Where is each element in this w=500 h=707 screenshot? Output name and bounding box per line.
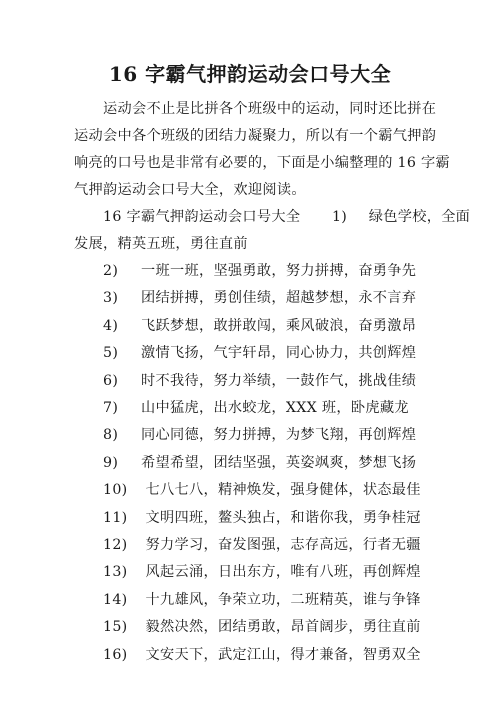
intro-line-1: 运动会不止是比拼各个班级中的运动，同时还比拼在 xyxy=(103,101,437,117)
slogan-item xyxy=(103,481,421,499)
item-text: 文安天下，武定江山，得才兼备，智勇双全 xyxy=(145,646,421,663)
subtitle: 16 字霸气押韵运动会口号大全 xyxy=(103,209,301,225)
item-number: 9) xyxy=(103,454,119,471)
slogan-item xyxy=(103,563,421,581)
item-text: 山中猛虎，出水蛟龙，XXX 班，卧虎藏龙 xyxy=(141,400,409,416)
first-item-continuation: 发展，精英五班，勇往直前 xyxy=(74,236,248,252)
slogan-item xyxy=(103,618,421,636)
item-number: 3) xyxy=(103,290,119,307)
slogan-item xyxy=(103,317,416,335)
item-text: 飞跃梦想，敢拼敢闯，乘风破浪，奋勇激昂 xyxy=(141,317,417,334)
item-number: 16) xyxy=(103,646,128,663)
slogan-item xyxy=(103,536,421,554)
item-number: 8) xyxy=(103,427,119,444)
item-text: 激情飞扬，气宇轩昂，同心协力，共创辉煌 xyxy=(141,345,417,362)
slogan-item xyxy=(103,509,421,527)
item-text: 一班一班，坚强勇敢，努力拼搏，奋勇争先 xyxy=(141,263,417,279)
item-number: 2) xyxy=(103,263,119,279)
slogan-item xyxy=(103,344,416,362)
item-number: 5) xyxy=(103,345,119,362)
document-title: 16 字霸气押韵运动会口号大全 xyxy=(108,62,392,86)
intro-line-4: 气押韵运动会口号大全，欢迎阅读。 xyxy=(74,182,306,198)
item-text: 时不我待，努力举绩，一鼓作气，挑战佳绩 xyxy=(141,372,417,389)
item-number: 13) xyxy=(103,564,128,581)
subtitle-line xyxy=(103,208,470,226)
slogan-item xyxy=(103,262,416,280)
item-text: 同心同德，努力拼搏，为梦飞翔，再创辉煌 xyxy=(141,427,417,444)
item-text: 团结拼搏，勇创佳绩，超越梦想，永不言弃 xyxy=(141,290,417,307)
item-number: 11) xyxy=(103,509,128,526)
item-number: 10) xyxy=(103,482,128,499)
item-text: 风起云涌，日出东方，唯有八班，再创辉煌 xyxy=(145,564,421,581)
item-text: 文明四班，鳌头独占，和谐你我，勇争桂冠 xyxy=(145,509,421,526)
item-number: 1) xyxy=(331,209,348,225)
item-number: 14) xyxy=(103,591,128,608)
item-number: 15) xyxy=(103,619,128,636)
slogan-item xyxy=(103,454,416,472)
slogan-item xyxy=(103,646,421,664)
item-text: 希望希望，团结坚强，英姿飒爽，梦想飞扬 xyxy=(141,454,417,471)
item-text: 毅然决然，团结勇敢，昂首阔步，勇往直前 xyxy=(145,619,421,636)
slogan-item xyxy=(103,289,416,307)
item-text: 十九雄风，争荣立功，二班精英，谁与争锋 xyxy=(145,591,421,608)
slogan-item xyxy=(103,426,416,444)
intro-line-3: 响亮的口号也是非常有必要的，下面是小编整理的 16 字霸 xyxy=(74,155,450,171)
item-number: 12) xyxy=(103,537,128,553)
item-text: 七八七八，精神焕发，强身健体，状态最佳 xyxy=(145,482,421,499)
item-text: 绿色学校，全面 xyxy=(368,209,471,225)
item-number: 6) xyxy=(103,372,119,389)
item-text: 努力学习，奋发图强，志存高远，行者无疆 xyxy=(145,537,421,553)
slogan-item xyxy=(103,399,409,417)
intro-line-2: 运动会中各个班级的团结力凝聚力，所以有一个霸气押韵 xyxy=(74,128,437,144)
slogan-item xyxy=(103,591,421,609)
item-number: 4) xyxy=(103,317,119,334)
slogan-item xyxy=(103,372,416,390)
item-number: 7) xyxy=(103,400,119,416)
